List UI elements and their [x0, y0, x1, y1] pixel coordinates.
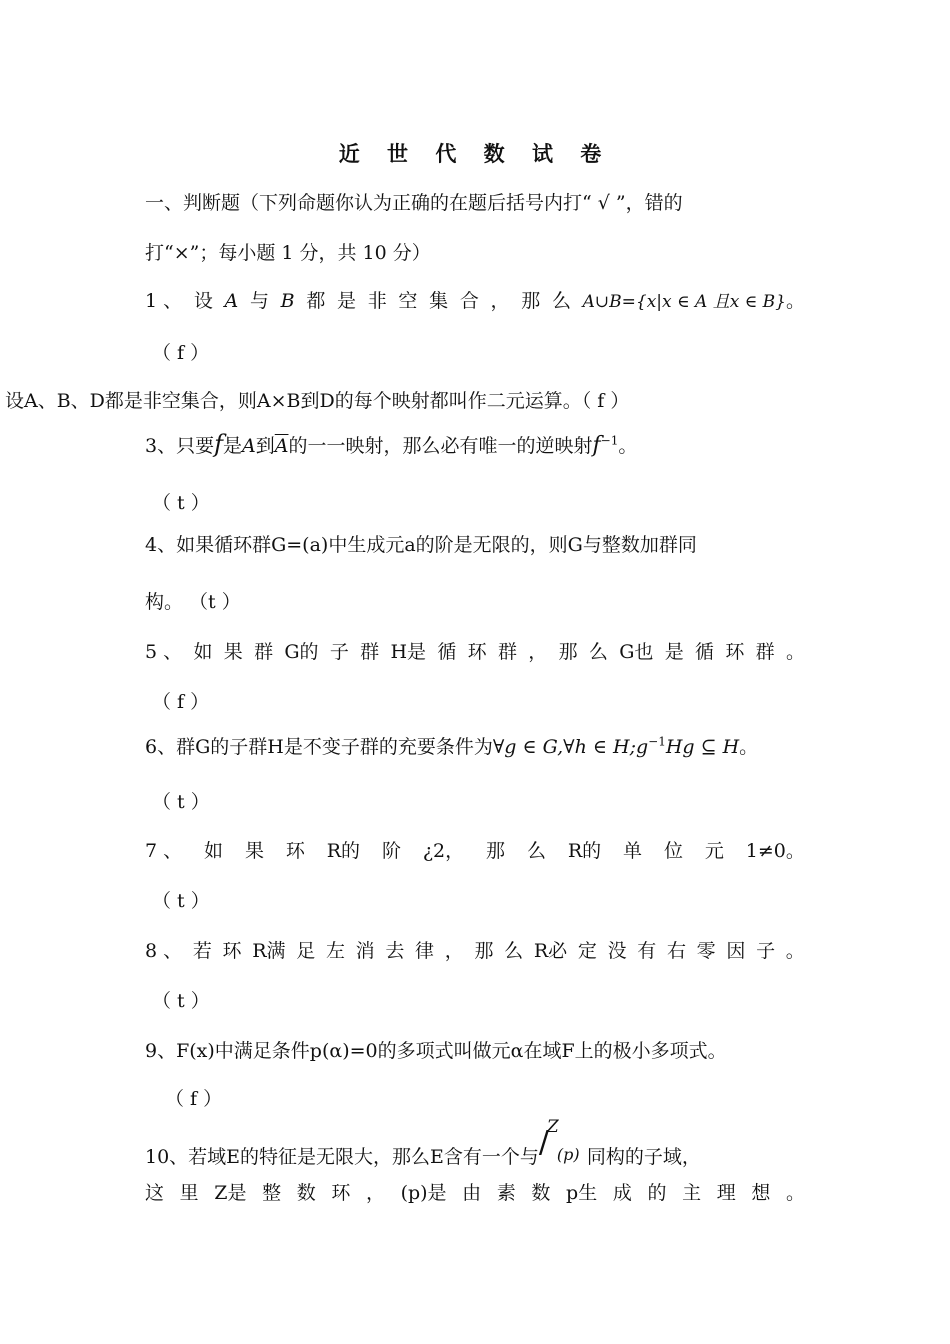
- q5-part: 循: [695, 641, 715, 663]
- q10-part: 这: [145, 1182, 165, 1204]
- q1-word: 都: [306, 290, 326, 312]
- q10-part: 数: [531, 1182, 551, 1204]
- q10-part: 数: [296, 1182, 316, 1204]
- q8-part: R必: [533, 940, 568, 962]
- q10-part: Z是: [214, 1182, 247, 1204]
- q3-finv: f: [592, 433, 601, 458]
- q5-part: 子: [329, 641, 349, 663]
- q5-part: 群: [755, 641, 775, 663]
- q10-frac-num: Z: [546, 1117, 559, 1137]
- question-9: 9、F(x)中满足条件p(α)=0的多项式叫做元α在域F上的极小多项式。: [145, 1040, 727, 1062]
- q5-part: 那: [558, 641, 578, 663]
- q5-part: 循: [437, 641, 457, 663]
- q10-part: 素: [496, 1182, 516, 1204]
- q3-sup: −1: [600, 433, 619, 448]
- q3-a: A: [242, 435, 256, 457]
- section-header-line2: 打“×”；每小题 1 分，共 10 分）: [145, 242, 431, 264]
- q6-sup: −1: [648, 734, 666, 749]
- q6-answer: （ t ）: [152, 791, 210, 813]
- q10-part: 。: [785, 1182, 805, 1204]
- q1-word: ，: [490, 290, 510, 312]
- q7-part: 环: [285, 840, 305, 862]
- q1-word: 与: [249, 290, 269, 312]
- q5-part: 群: [497, 641, 517, 663]
- q6-prefix: 6、群G的子群H是不变子群的充要条件为: [145, 736, 493, 758]
- q7-part: 那: [486, 840, 506, 862]
- question-10-line2: [145, 1178, 805, 1205]
- q10-quotient: [538, 1117, 587, 1164]
- question-1: [145, 286, 805, 313]
- q7-part: ¿2，: [422, 840, 465, 862]
- q3-mid3: 的一一映射，那么必有唯一的逆映射: [288, 435, 593, 457]
- q8-part: 没: [607, 940, 627, 962]
- q8-part: 因: [726, 940, 746, 962]
- q10-part: 主: [682, 1182, 702, 1204]
- q3-end: 。: [618, 435, 638, 457]
- q5-part: 群: [360, 641, 380, 663]
- q5-part: 果: [223, 641, 243, 663]
- q7-part: 7 、: [145, 840, 183, 862]
- q10-part: 的: [647, 1182, 667, 1204]
- q5-part: 环: [467, 641, 487, 663]
- q8-part: 左: [325, 940, 345, 962]
- q8-part: ，: [444, 940, 464, 962]
- q8-part: 。: [785, 940, 805, 962]
- q8-part: 右: [666, 940, 686, 962]
- q5-part: 。: [785, 641, 805, 663]
- q7-part: 阶: [381, 840, 401, 862]
- q8-part: 么: [504, 940, 524, 962]
- q7-part: 果: [244, 840, 264, 862]
- q7-part: R的: [567, 840, 602, 862]
- q3-prefix: 3、只要: [145, 435, 215, 457]
- q5-part: 5 、: [145, 641, 183, 663]
- q8-part: 8 、: [145, 940, 183, 962]
- q8-part: 有: [637, 940, 657, 962]
- q10-frac-den: (p): [556, 1145, 580, 1164]
- question-8: [145, 936, 805, 963]
- q1-word: 空: [398, 290, 418, 312]
- q5-part: G的: [284, 641, 319, 663]
- q10-part: ，: [365, 1182, 385, 1204]
- q10-part: 理: [716, 1182, 736, 1204]
- q10-part: 成: [612, 1182, 632, 1204]
- q8-part: 零: [696, 940, 716, 962]
- q10-part: p生: [566, 1182, 598, 1204]
- q7-part: 么: [526, 840, 546, 862]
- q7-part: 如: [204, 840, 224, 862]
- q1-word: 是: [337, 290, 357, 312]
- q7-part: 位: [663, 840, 683, 862]
- q8-part: 环: [222, 940, 242, 962]
- q10-frac-slash: /: [538, 1125, 550, 1160]
- q8-part: 去: [385, 940, 405, 962]
- q1-var-b: B: [280, 290, 295, 312]
- q1-word: 合: [459, 290, 479, 312]
- q1-answer: （ f ）: [152, 342, 210, 364]
- question-7: [145, 836, 805, 863]
- q8-part: 足: [296, 940, 316, 962]
- page-title: 近 世 代 数 试 卷: [338, 141, 612, 166]
- q7-answer: （ t ）: [152, 890, 210, 912]
- q7-part: 元: [704, 840, 724, 862]
- q5-part: ，: [528, 641, 548, 663]
- q6-formula2: Hg ⊆ H: [665, 736, 740, 758]
- q1-word: 么: [551, 290, 571, 312]
- q5-part: 么: [588, 641, 608, 663]
- q7-part: R的: [326, 840, 361, 862]
- q5-part: H是: [390, 641, 427, 663]
- q8-part: R满: [252, 940, 286, 962]
- q1-word: 集: [429, 290, 449, 312]
- q8-part: 若: [192, 940, 212, 962]
- q1-word: 设: [193, 290, 213, 312]
- q3-f: f: [214, 430, 223, 458]
- q5-part: 环: [725, 641, 745, 663]
- q9-answer: （ f ）: [165, 1088, 223, 1110]
- q7-part: 1≠0。: [745, 840, 805, 862]
- question-4-line2: 构。 （t ）: [145, 591, 241, 613]
- q10-prefix: 10、若域E的特征是无限大，那么E含有一个与: [145, 1146, 539, 1168]
- q8-part: 定: [577, 940, 597, 962]
- q5-part: 群: [254, 641, 274, 663]
- question-6: [145, 732, 758, 759]
- q1-var-a: A: [224, 290, 239, 312]
- q10-part: 环: [331, 1182, 351, 1204]
- question-2: 设A、B、D都是非空集合，则A×B到D的每个映射都叫作二元运算。（ f ）: [5, 390, 630, 412]
- q8-answer: （ t ）: [152, 990, 210, 1012]
- question-3: [145, 430, 637, 458]
- q10-part: 里: [179, 1182, 199, 1204]
- q3-mid1: 是: [222, 435, 242, 457]
- q6-formula: ∀g ∈ G,∀h ∈ H;g: [492, 736, 649, 758]
- q6-end: 。: [739, 736, 759, 758]
- question-10-line1: [145, 1117, 701, 1169]
- q8-part: 子: [756, 940, 776, 962]
- q1-number: 1 、: [145, 290, 183, 312]
- q7-part: 单: [623, 840, 643, 862]
- q1-period: 。: [785, 290, 805, 312]
- q10-part: (p)是: [400, 1182, 447, 1204]
- q5-answer: （ f ）: [152, 691, 210, 713]
- q10-suffix: 同构的子域，: [586, 1146, 701, 1168]
- q8-part: 律: [415, 940, 435, 962]
- q3-abar: $\overline{A}$: [274, 435, 289, 457]
- q1-word: 那: [521, 290, 541, 312]
- q10-part: 想: [751, 1182, 771, 1204]
- q5-part: 是: [664, 641, 684, 663]
- q10-part: 由: [462, 1182, 482, 1204]
- q5-part: 如: [193, 641, 213, 663]
- section-header-line1: 一、判断题（下列命题你认为正确的在题后括号内打“ √ ”，错的: [145, 192, 683, 214]
- q8-part: 消: [355, 940, 375, 962]
- question-5: [145, 637, 805, 664]
- q1-formula: A∪B={x|x ∈ A 且x ∈ B}: [582, 292, 786, 312]
- q5-part: G也: [619, 641, 654, 663]
- q10-part: 整: [262, 1182, 282, 1204]
- q3-mid2: 到: [255, 435, 275, 457]
- q1-word: 非: [367, 290, 387, 312]
- q3-answer: （ t ）: [152, 492, 210, 514]
- question-4-line1: 4、如果循环群G=(a)中生成元a的阶是无限的，则G与整数加群同: [145, 534, 697, 556]
- q8-part: 那: [474, 940, 494, 962]
